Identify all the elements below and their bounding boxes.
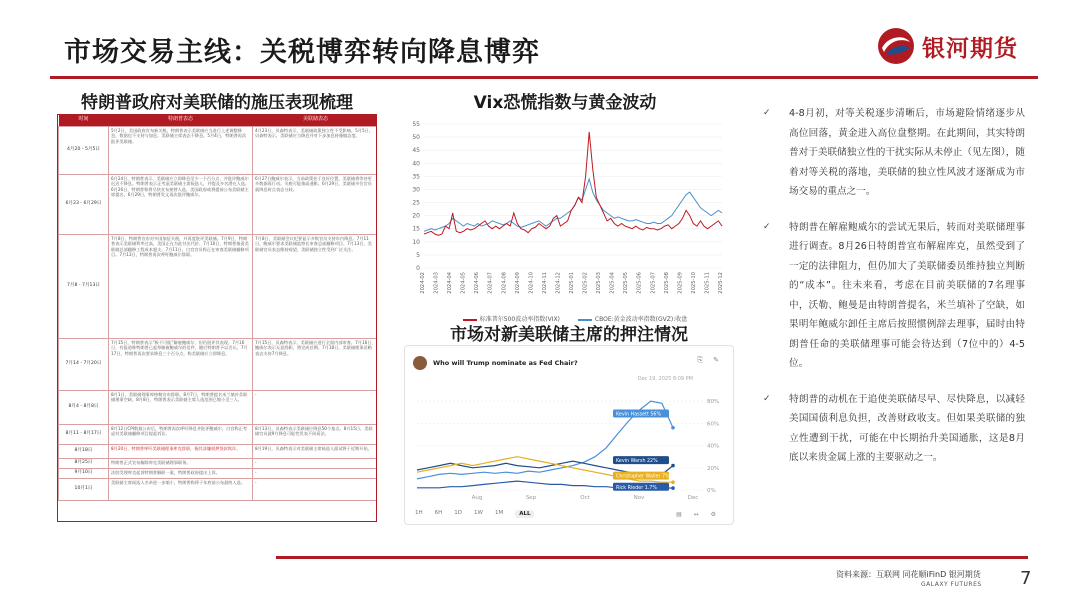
poly-x-tick: Nov [633,495,645,501]
check-icon: ✓ [763,393,771,404]
vix-y-tick: 0 [416,265,420,272]
table-row [59,468,378,478]
table-cell-fed: 7月8日，美联储会议纪要显示多数官员支持年内降息。7月11日，鲍威尔要求美联储监察长审查总部翻修项目。7月13日，美联储官员表态维持观望，美联储独立性受到广泛关注。 [253,234,378,338]
table-header-trump: 特朗普表态 [109,115,253,126]
vix-x-tick: 2025-05 [623,272,630,294]
table-cell-date: 7月8 - 7月13日 [59,234,109,338]
poly-series-end-dot [671,486,675,490]
vix-x-tick: 2024-09 [514,272,521,294]
poly-series-label: Christopher Waller 7% [616,474,670,480]
check-icon: ✓ [763,108,771,118]
vix-x-tick: 2024-05 [460,272,467,294]
vix-x-tick: 2025-10 [690,272,697,294]
galaxy-logo-icon [876,26,916,66]
vix-section-title: Vix恐慌指数与黄金波动 [473,93,657,113]
bullet-text: 特朗普在解雇鲍威尔的尝试无果后，转而对美联储理事进行调查。8月26日特朗普宣布解雇库克，虽然受到了一定的法律阻力，但仍加大了美联储委员维持独立判断的“成本”。往未来看，考虑在目前美联储的7名理事中，沃勒、鲍曼是由特朗普提名，米兰填补了空缺，如果明年鲍威尔卸任主席后按照惯例辞去理事，届时由特朗普任命的美联储理事可能会待达到（7位中的）4-5位。 [789,221,1025,369]
poly-y-tick: 80% [707,399,720,406]
poly-section-title: 市场对新美联储主席的押注情况 [450,325,688,345]
vix-x-tick: 2025-08 [663,272,670,294]
table-cell-fed: 8月13日，贝森特表示美联储应降息50个基点。8月15日，美联储官员就9月降息可能性发表不同看法。 [253,424,378,444]
table-cell-trump: 7月8日，特朗普宣布对多国加征关税，并再度批评美联储。7月9日，特朗普表示美联储利率过高，美国正在为此付出代价。7月10日，特朗普指责美联储总部翻修工程成本超支。7月11日，白宫官员称正在审查美联储翻修项目。7月13日，特朗普再次呼吁鲍威尔辞职。 [109,234,253,338]
table-row [59,126,378,174]
table-header-fed: 美联储表态 [253,115,378,126]
table-header-date: 时间 [59,115,109,126]
table-row [59,478,378,500]
vix-y-tick: 20 [412,212,420,220]
table-cell-trump: 7月15日，特朗普表示“极不可能”解雇鲍威尔，但仍批评其表现。7月16日，有报道称特朗普已起草解雇鲍威尔的信件，随后特朗普予以否认。7月17日，特朗普再次要求降息三个百分点，称美联储应立即降息。 [109,338,253,390]
bullet-item [763,104,1025,202]
poly-y-tick: 60% [707,421,720,428]
table-cell-fed: - [253,458,378,468]
table-cell-trump: 8月1日，美联储理事库格勒宣布辞职。8月7日，特朗普提名米兰填补美联储理事空缺。8月8日，特朗普表示美联储主席人选范围已缩小至三人。 [109,390,253,424]
table-cell-trump: 6月24日，特朗普表示，美联储应立即降息至少一个百分点，并批评鲍威尔迟迟不降息。特朗普表示正考虑美联储主席候选人，并提及多名潜在人选。6月26日，特朗普称将尽快宣布接替人选，美国政府或将提前公布美联储主席提名。6月29日，特朗普发文再次批评鲍威尔。 [109,174,253,234]
vix-y-tick: 25 [412,199,420,207]
galaxy-wordmark: GALAXY FUTURES [921,581,982,588]
vix-x-tick: 2025-01 [569,272,575,294]
page-title: 市场交易主线：关税博弈转向降息博弈 [64,37,540,68]
page-number: 7 [1020,568,1032,589]
legend-item-gvz: CBOE:黄金波动率指数(GVZ):收盘 [578,314,687,323]
share-icons[interactable]: ⎘ ✎ [697,356,723,364]
table-section-title: 特朗普政府对美联储的施压表现梳理 [81,93,353,113]
vix-x-tick: 2025-07 [650,272,657,294]
source-note: 资料来源：互联网 同花顺iFinD 银河期货 [836,570,981,579]
vix-x-tick: 2025-02 [582,272,589,294]
timeframe-selector [415,510,534,518]
header-divider [50,76,1038,79]
poly-series-label: Kevin Hassett 56% [616,412,662,418]
table-row [59,174,378,234]
vix-y-tick: 30 [412,186,420,194]
vix-x-tick: 2025-03 [596,272,603,294]
table-row [59,390,378,424]
table-cell-date: 7月14 - 7月20日 [59,338,109,390]
table-cell-trump: 特朗普正式宣布解除库克美联储理事职务。 [109,458,253,468]
logo [876,26,1018,66]
vix-x-tick: 2025-09 [677,272,684,294]
table-cell-fed: 7月15日，贝森特表示，美联储应进行全面内部审查。7月16日，鲍威尔表示无意辞职，将完成任期。7月18日，美联储理事沃勒表态支持7月降息。 [253,338,378,390]
table-cell-trump: 法院受理库克起诉特朗普解职一案，特朗普政府提出上诉。 [109,468,253,478]
vix-y-tick: 55 [412,121,420,128]
fed-chair-odds-chart [411,384,729,502]
vix-x-tick: 2025-11 [704,272,711,294]
poly-x-tick: Aug [471,495,483,501]
table-header-row [59,115,378,126]
vix-x-tick: 2024-12 [555,272,562,294]
market-date: Dec 19, 2025 8:09 PM [637,376,693,382]
analysis-bullets [763,104,1025,484]
vix-x-tick: 2024-06 [474,272,481,294]
poly-series-end-dot [671,464,675,468]
table-cell-date: 6月23 - 6月29日 [59,174,109,234]
table-row [59,424,378,444]
table-cell-date: 8月11 - 8月17日 [59,424,109,444]
vix-gold-chart [400,118,730,323]
vix-y-tick: 40 [412,160,420,168]
vix-x-tick: 2024-11 [541,272,548,294]
table-cell-date: 9月10日 [59,468,109,478]
poly-series-end-dot [671,480,675,484]
poly-y-tick: 20% [707,465,720,472]
vix-y-tick: 50 [412,134,420,142]
poly-series-label: Rick Rieder 1.7% [616,485,657,491]
vix-x-tick: 2025-04 [609,272,616,294]
poly-x-tick: Oct [580,495,590,501]
vix-x-tick: 2024-08 [501,272,508,294]
footer-divider [276,556,1028,559]
pressure-table [57,114,377,522]
table-cell-date: 8月25日 [59,458,109,468]
table-cell-date: 10月1日 [59,478,109,500]
timeframe-1m[interactable]: 1M [494,510,504,516]
table-row [59,338,378,390]
table-cell-fed: - [253,478,378,500]
timeframe-1w[interactable]: 1W [474,510,483,516]
bullet-text: 4-8月初，对等关税逐步清晰后，市场避险情绪逐步从高位回落，黄金进入高位盘整期。在此期间，其实特朗普对于美联储独立性的干扰实际从未停止（见左图），随着对等关税的落地，美联储的独立性风波才逐渐成为市场交易的重点之一。 [789,108,1025,197]
table-cell-trump: 5月2日，美国政府宣布新关税。特朗普表示美联储应当进行上述调整降息，数据也不支持与加息。美联储主席表态不降息。5月4日，特朗普再次批评美联储。 [109,126,253,174]
table-cell-fed: 8月19日，贝森特表示对美联储主席候选人面试将于近期开始。 [253,444,378,458]
pressure-table-grid [58,115,377,501]
table-cell-fed: - [253,468,378,478]
table-cell-fed: - [253,390,378,424]
vix-series-line [424,132,722,235]
vix-x-tick: 2024-10 [528,272,535,294]
market-header [413,356,578,370]
table-row [59,234,378,338]
bullet-item [763,218,1025,374]
timeframe-1d[interactable]: 1D [454,510,463,516]
table-cell-fed: 6月27日鲍威尔表示，当前政策处于良好位置，美联储将等待更多数据再行动。关税可能推高通胀。6月29日，美联储多位官员就降息时点表态分歧。 [253,174,378,234]
poly-x-tick: Dec [687,495,699,501]
timeframe-6h[interactable]: 6H [434,510,443,516]
table-row [59,444,378,458]
vix-y-tick: 45 [412,147,420,155]
table-cell-trump: 美联储主席候选人名单进一步缩小，特朗普称将于年底前公布最终人选。 [109,478,253,500]
table-cell-date: 8月4 - 8月8日 [59,390,109,424]
vix-y-tick: 35 [412,173,420,181]
legend-item-vix: 标准普尔500波动率指数(VIX) [463,314,560,323]
poly-series-end-dot [671,426,675,430]
bullet-item [763,390,1025,468]
vix-x-tick: 2024-04 [447,272,454,294]
table-cell-date: 8月18日 [59,444,109,458]
table-cell-trump: 8月12日CPI数据公布后，特朗普再次呼吁降息并批评鲍威尔，白宫称正考虑对美联储翻修项目提起诉讼。 [109,424,253,444]
vix-x-tick: 2025-06 [636,272,643,294]
prediction-market-card [404,345,734,525]
vix-x-tick: 2025-12 [718,272,724,294]
poly-y-tick: 0% [707,488,716,494]
table-cell-fed: 4月23日，贝森特表示，美联储政策独立性不受影响。5月5日，贝森特表示，美联储应当降息并对下步加息持谨慎态度。 [253,126,378,174]
table-row [59,458,378,468]
poly-x-tick: Sep [525,495,537,501]
logo-text: 银河期货 [922,35,1018,62]
poly-series-label: Kevin Warsh 22% [616,459,658,465]
vix-series-line [424,179,722,231]
chart-tools[interactable]: ▤ ↔ ⚙ [676,511,721,518]
timeframe-1h[interactable]: 1H [415,510,423,516]
vix-x-tick: 2024-02 [420,272,426,294]
market-question: Who will Trump nominate as Fed Chair? [433,359,578,367]
vix-y-tick: 10 [412,238,420,246]
poly-y-tick: 40% [707,443,720,450]
check-icon: ✓ [763,221,771,232]
avatar [413,356,427,370]
bullet-text: 特朗普的动机在于追使美联储尽早、尽快降息，以减轻美国国债利息负担，改善财政收支。但如果美联储的独立性遭到干扰，可能在中长期抬升美国通胀，这是8月底以来贵金属上涨的主要驱动之一。 [789,393,1025,463]
vix-x-tick: 2024-07 [487,272,494,294]
timeframe-all[interactable]: ALL [515,510,534,518]
vix-y-tick: 15 [412,225,420,233]
vix-y-tick: 5 [416,251,420,259]
table-cell-date: 4月20 - 5月5日 [59,126,109,174]
table-cell-trump: 8月20日，特朗普呼吁美联储理事库克辞职，指其涉嫌抵押贷款欺诈。 [109,444,253,458]
vix-x-tick: 2024-03 [433,272,440,294]
